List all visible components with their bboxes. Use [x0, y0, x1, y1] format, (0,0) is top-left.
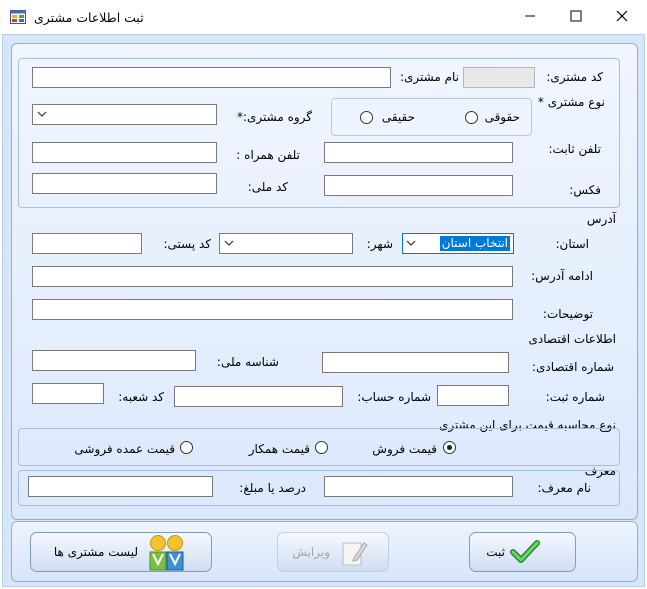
city-label: شهر:	[366, 237, 393, 251]
customer-group-select[interactable]	[32, 104, 217, 125]
customer-code-label: کد مشتری:	[546, 70, 603, 84]
description-field[interactable]	[32, 299, 513, 320]
customer-code-field[interactable]	[463, 67, 535, 88]
branch-code-field[interactable]	[32, 383, 104, 404]
wholesale-price-label: قیمت عمده فروشی	[74, 442, 175, 456]
registration-number-label: شماره ثبت:	[545, 390, 605, 404]
chevron-down-icon	[406, 238, 416, 248]
percent-amount-label: درصد یا مبلغ:	[239, 481, 306, 495]
submit-label: ثبت	[486, 545, 505, 559]
title-bar	[0, 0, 647, 34]
sale-price-label: قیمت فروش	[372, 442, 437, 456]
landline-label: تلفن ثابت:	[548, 142, 601, 156]
referrer-name-field[interactable]	[324, 476, 513, 497]
mobile-label: تلفن همراه :	[236, 148, 300, 162]
checkmark-icon	[510, 539, 540, 565]
postal-code-label: کد پستی:	[163, 237, 211, 251]
national-code-field[interactable]	[32, 173, 217, 194]
maximize-icon	[570, 10, 582, 22]
fax-field[interactable]	[324, 175, 513, 196]
chevron-down-icon	[224, 238, 234, 248]
branch-code-label: کد شعبه:	[118, 390, 164, 404]
legal-radio[interactable]	[465, 111, 478, 124]
window-title: ثبت اطلاعات مشتری	[34, 10, 144, 25]
account-number-label: شماره حساب:	[357, 390, 431, 404]
description-label: توضیحات:	[542, 307, 593, 321]
natural-radio[interactable]	[360, 111, 373, 124]
partner-price-label: قیمت همکار	[248, 442, 310, 456]
minimize-button[interactable]	[507, 0, 553, 32]
users-icon	[146, 534, 190, 572]
partner-price-radio[interactable]	[315, 441, 328, 454]
landline-field[interactable]	[324, 142, 513, 163]
edit-pencil-icon	[340, 538, 368, 568]
economic-number-label: شماره اقتصادی:	[531, 360, 614, 374]
minimize-icon	[524, 10, 536, 22]
pricing-section-label: نوع محاسبه قیمت برای این مشتری	[438, 418, 616, 432]
postal-code-field[interactable]	[32, 233, 142, 254]
customer-group-label: گروه مشتری:*	[236, 110, 312, 124]
referrer-section-label: معرف	[584, 464, 616, 478]
national-id-field[interactable]	[32, 350, 196, 371]
referrer-name-label: نام معرف:	[537, 481, 591, 495]
economic-section-label: اطلاعات اقتصادی	[528, 332, 616, 346]
edit-label: ویرایش	[292, 545, 330, 559]
percent-amount-field[interactable]	[28, 476, 213, 497]
edit-button[interactable]	[277, 532, 389, 572]
city-select[interactable]	[219, 233, 353, 254]
app-form-icon	[10, 10, 26, 24]
customer-name-label: نام مشتری:	[399, 70, 459, 84]
address-continue-label: ادامه آدرس:	[531, 269, 593, 283]
natural-label: حقیقی	[381, 110, 415, 124]
account-number-field[interactable]	[174, 386, 343, 407]
sale-price-radio[interactable]	[443, 441, 456, 454]
maximize-button[interactable]	[553, 0, 599, 32]
close-icon	[616, 10, 628, 22]
province-label: استان:	[555, 237, 589, 251]
national-code-label: کد ملی:	[247, 180, 288, 194]
customer-list-label: لیست مشتری ها	[53, 545, 138, 559]
close-button[interactable]	[599, 0, 645, 32]
province-select[interactable]	[402, 233, 514, 254]
fax-label: فکس:	[569, 183, 601, 197]
wholesale-price-radio[interactable]	[180, 441, 193, 454]
customer-list-button[interactable]	[30, 532, 212, 572]
submit-button[interactable]	[469, 532, 576, 572]
economic-number-field[interactable]	[322, 352, 509, 373]
customer-name-field[interactable]	[32, 67, 391, 88]
registration-number-field[interactable]	[437, 385, 509, 406]
customer-type-label: نوع مشتری *	[537, 95, 605, 109]
national-id-label: شناسه ملی:	[216, 355, 279, 369]
chevron-down-icon	[37, 109, 47, 119]
province-selected-value: انتخاب استان	[441, 236, 508, 250]
address-section-label: آدرس	[586, 212, 616, 226]
address-continue-field[interactable]	[32, 266, 513, 287]
mobile-field[interactable]	[32, 142, 217, 163]
legal-label: حقوقی	[484, 110, 520, 124]
